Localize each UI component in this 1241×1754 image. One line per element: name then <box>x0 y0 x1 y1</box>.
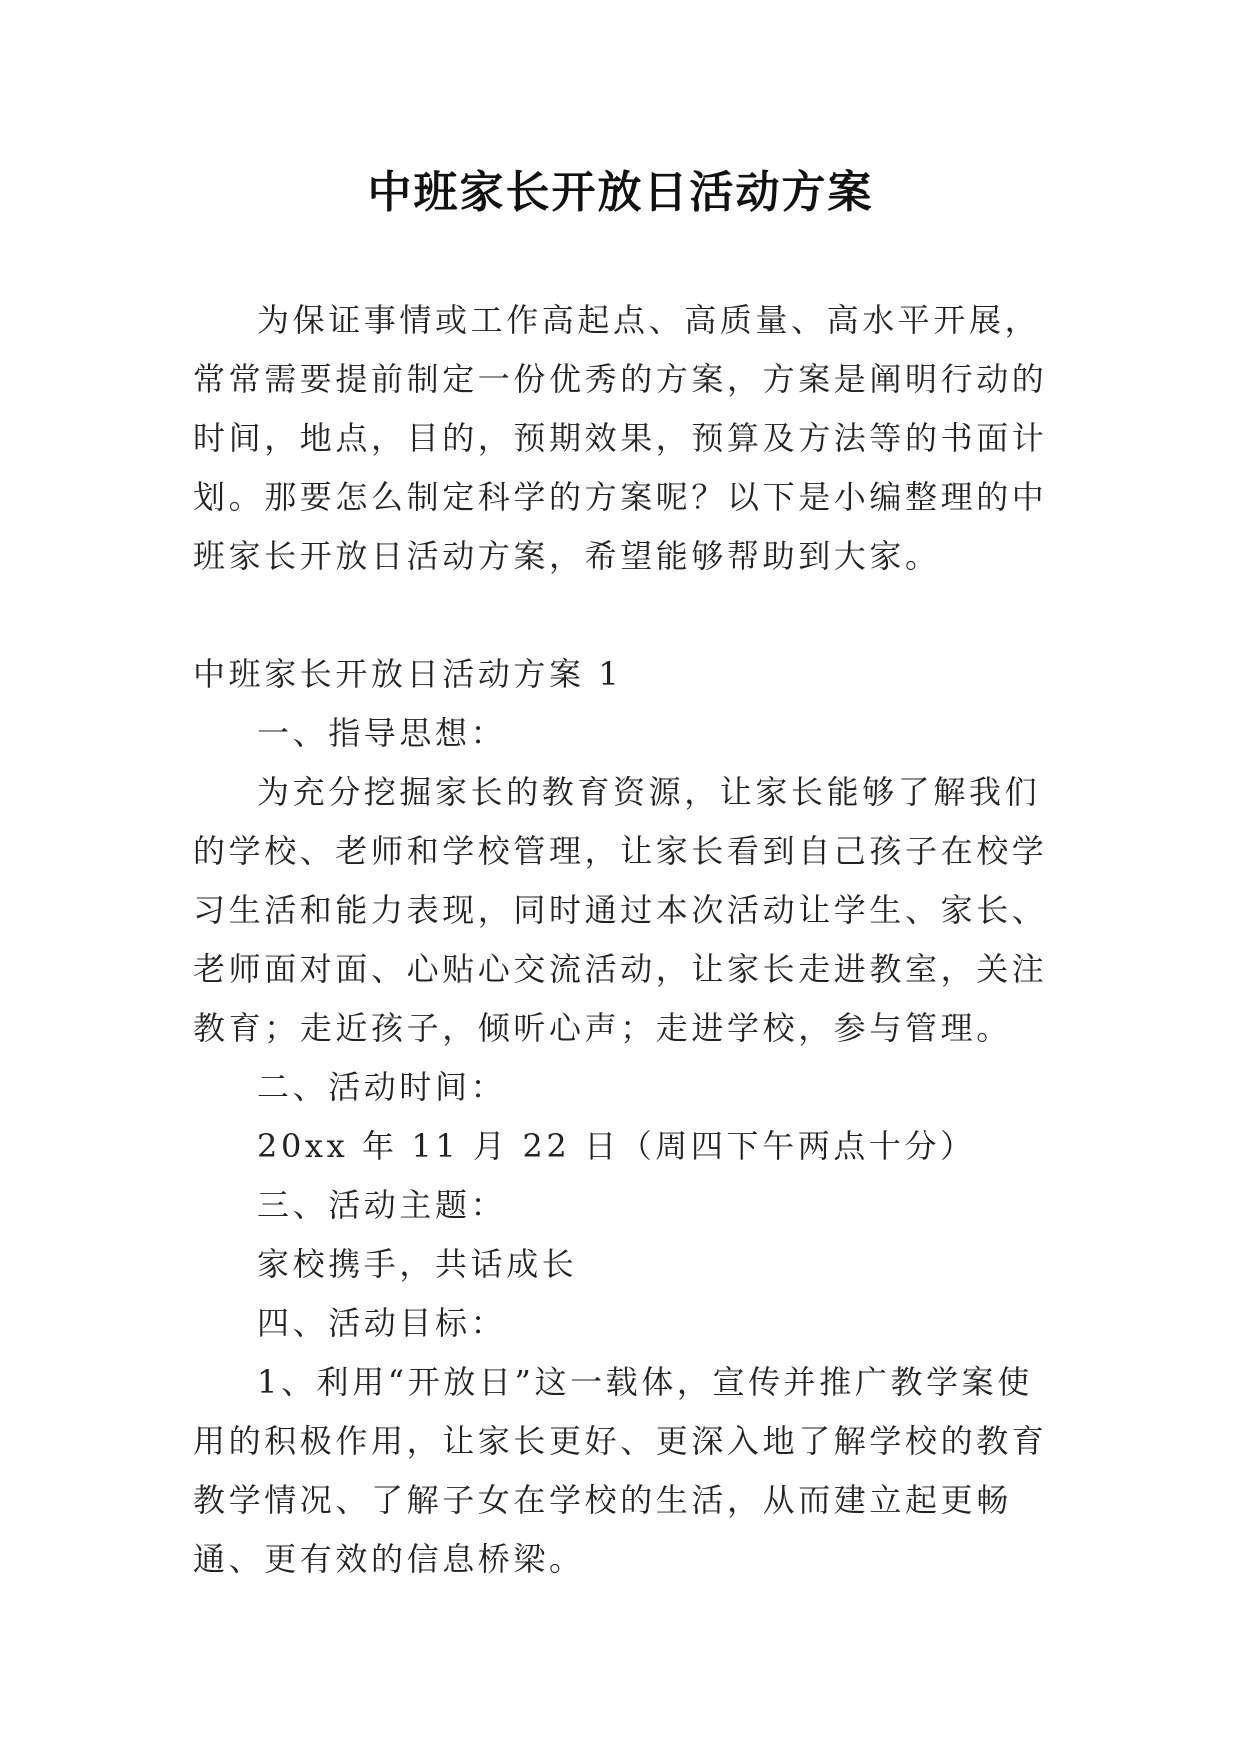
section-title: 中班家长开放日活动方案 1 <box>193 655 623 693</box>
paragraph-activity-time: 20xx 年 11 月 22 日（周四下午两点十分） <box>257 1127 976 1165</box>
intro-paragraph: 为保证事情或工作高起点、高质量、高水平开展，常常需要提前制定一份优秀的方案，方案是阐明行动的时间，地点，目的，预期效果，预算及方法等的书面计划。那要怎么制定科学的方案呢？以下是小编整理的中班家长开放日活动方案，希望能够帮助到大家。 <box>193 301 1048 575</box>
heading-activity-time: 二、活动时间： <box>257 1068 507 1106</box>
heading-guiding-idea: 一、指导思想： <box>257 714 507 752</box>
document-title: 中班家长开放日活动方案 <box>367 167 874 218</box>
document-body <box>193 291 1053 1589</box>
heading-activity-goals: 四、活动目标： <box>257 1304 507 1342</box>
paragraph-guiding-idea: 为充分挖掘家长的教育资源，让家长能够了解我们的学校、老师和学校管理，让家长看到自己孩子在校学习生活和能力表现，同时通过本次活动让学生、家长、老师面对面、心贴心交流活动，让家长走进教室，关注教育；走近孩子，倾听心声；走进学校，参与管理。 <box>193 773 1048 1047</box>
heading-activity-theme: 三、活动主题： <box>257 1186 507 1224</box>
paragraph-activity-goal-1: 1、利用“开放日”这一载体，宣传并推广教学案使用的积极作用，让家长更好、更深入地了解学校的教育教学情况、了解子女在学校的生活，从而建立起更畅通、更有效的信息桥梁。 <box>193 1363 1048 1578</box>
paragraph-activity-theme: 家校携手，共话成长 <box>257 1245 578 1283</box>
